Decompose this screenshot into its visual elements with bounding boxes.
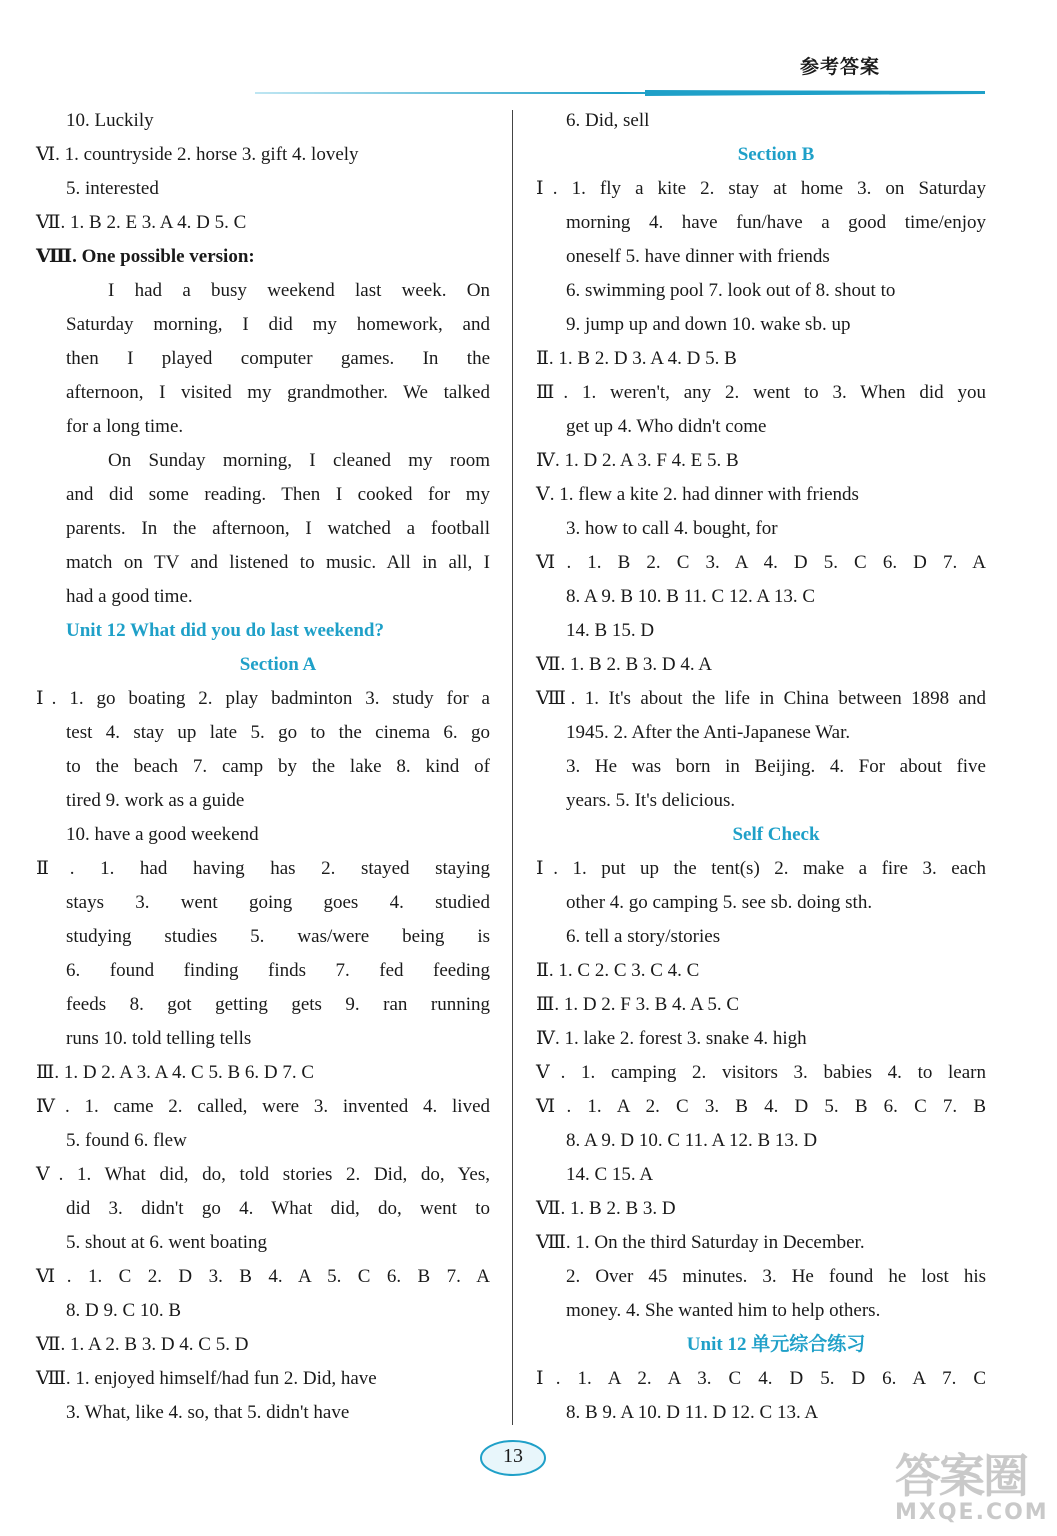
watermark-logo: [895, 1440, 1055, 1530]
answer-line: 8. A 9. D 10. C 11. A 12. B 13. D: [566, 1130, 818, 1151]
answer-line: 1945. 2. After the Anti-Japanese War.: [566, 722, 851, 743]
answer-line: On Sunday morning, I cleaned my room: [108, 450, 490, 471]
answer-line: Ⅲ. 1. D 2. A 3. A 4. C 5. B 6. D 7. C: [36, 1062, 315, 1083]
page-number-badge: [478, 1437, 548, 1479]
answer-line: Ⅵ. 1. C 2. D 3. B 4. A 5. C 6. B 7. A: [36, 1266, 490, 1287]
unit-heading: Unit 12 What did you do last weekend?: [66, 620, 384, 641]
header-title: 参考答案: [800, 56, 881, 78]
answer-line: parents. In the afternoon, I watched a football: [66, 518, 490, 539]
answer-line: Ⅲ. 1. weren't, any 2. went to 3. When did you: [536, 382, 986, 403]
section-heading: Self Check: [732, 824, 820, 845]
answer-line: get up 4. Who didn't come: [566, 416, 767, 437]
answer-line: 5. shout at 6. went boating: [66, 1232, 268, 1253]
answer-line: Ⅶ. 1. B 2. E 3. A 4. D 5. C: [36, 212, 247, 233]
answer-line: and did some reading. Then I cooked for my: [66, 484, 490, 505]
answer-line: Ⅱ. 1. had having has 2. stayed staying: [36, 858, 490, 879]
answer-line: Ⅵ. 1. A 2. C 3. B 4. D 5. B 6. C 7. B: [536, 1096, 986, 1117]
right-column: [536, 104, 986, 1430]
answer-line: stays 3. went going goes 4. studied: [66, 892, 490, 913]
answer-line: Ⅵ. 1. countryside 2. horse 3. gift 4. lovely: [36, 144, 359, 165]
answer-line: Ⅳ. 1. lake 2. forest 3. snake 4. high: [536, 1028, 807, 1049]
answer-line: 9. jump up and down 10. wake sb. up: [566, 314, 851, 335]
answer-line: to the beach 7. camp by the lake 8. kind of: [66, 756, 490, 777]
answer-line: Ⅶ. 1. B 2. B 3. D: [536, 1198, 676, 1219]
answer-line: Ⅵ. 1. B 2. C 3. A 4. D 5. C 6. D 7. A: [536, 552, 986, 573]
section-heading: Section A: [239, 654, 317, 675]
answer-line: other 4. go camping 5. see sb. doing sth.: [566, 892, 873, 913]
answer-line: 6. swimming pool 7. look out of 8. shout to: [566, 280, 896, 301]
answer-line: Ⅰ. 1. go boating 2. play badminton 3. study for a: [36, 688, 490, 709]
watermark-domain: MXQE.COM: [895, 1500, 1049, 1525]
page-number: 13: [503, 1445, 523, 1467]
answer-line: Ⅴ. 1. flew a kite 2. had dinner with friends: [536, 484, 859, 505]
answer-line: Ⅴ. 1. camping 2. visitors 3. babies 4. to learn: [536, 1062, 986, 1083]
column-divider: [512, 110, 513, 1425]
answer-line: feeds 8. got getting gets 9. ran running: [66, 994, 490, 1015]
answer-line: had a good time.: [66, 586, 193, 607]
answer-line: match on TV and listened to music. All in all, I: [66, 552, 490, 573]
header-rule: [255, 90, 985, 96]
answer-line: 6. tell a story/stories: [566, 926, 721, 947]
answer-line: 10. have a good weekend: [66, 824, 259, 845]
section-heading: Section B: [737, 144, 815, 165]
answer-line: 14. B 15. D: [566, 620, 655, 641]
answer-line: Ⅰ. 1. fly a kite 2. stay at home 3. on Saturday: [536, 178, 986, 199]
section-heading: Unit 12 单元综合练习: [686, 1334, 866, 1355]
answer-line: 5. interested: [66, 178, 159, 199]
answer-line: for a long time.: [66, 416, 184, 437]
answer-line: Ⅶ. 1. B 2. B 3. D 4. A: [536, 654, 713, 675]
answer-line: oneself 5. have dinner with friends: [566, 246, 830, 267]
answer-line: 8. B 9. A 10. D 11. D 12. C 13. A: [566, 1402, 819, 1423]
answer-line: then I played computer games. In the: [66, 348, 490, 369]
answer-line: 10. Luckily: [66, 110, 154, 131]
answer-line: runs 10. told telling tells: [66, 1028, 252, 1049]
answer-line: Ⅷ. 1. It's about the life in China between 1898 and: [536, 688, 986, 709]
answer-line: Saturday morning, I did my homework, and: [66, 314, 490, 335]
answer-line: Ⅱ. 1. C 2. C 3. C 4. C: [536, 960, 700, 981]
answer-line: 3. how to call 4. bought, for: [566, 518, 778, 539]
answer-line: 8. A 9. B 10. B 11. C 12. A 13. C: [566, 586, 815, 607]
answer-line: Ⅷ. 1. enjoyed himself/had fun 2. Did, have: [36, 1368, 377, 1389]
answer-line: I had a busy weekend last week. On: [108, 280, 490, 301]
answer-line: Ⅶ. 1. A 2. B 3. D 4. C 5. D: [36, 1334, 249, 1355]
answer-line: 14. C 15. A: [566, 1164, 654, 1185]
watermark-text: 答案圈: [895, 1449, 1027, 1503]
answer-line: did 3. didn't go 4. What did, do, went to: [66, 1198, 490, 1219]
answer-line: 8. D 9. C 10. B: [66, 1300, 182, 1321]
answer-line: 6. found finding finds 7. fed feeding: [66, 960, 490, 981]
answer-line: morning 4. have fun/have a good time/enjoy: [566, 212, 986, 233]
answer-line: 3. What, like 4. so, that 5. didn't have: [66, 1402, 350, 1423]
answer-line: 6. Did, sell: [566, 110, 650, 131]
answer-line: afternoon, I visited my grandmother. We talked: [66, 382, 490, 403]
answer-line: test 4. stay up late 5. go to the cinema 6. go: [66, 722, 490, 743]
answer-line: tired 9. work as a guide: [66, 790, 245, 811]
answer-line: studying studies 5. was/were being is: [66, 926, 490, 947]
answer-line: Ⅱ. 1. B 2. D 3. A 4. D 5. B: [536, 348, 737, 369]
answer-line: Ⅳ. 1. came 2. called, were 3. invented 4. lived: [36, 1096, 490, 1117]
answer-line: Ⅲ. 1. D 2. F 3. B 4. A 5. C: [536, 994, 740, 1015]
answer-line: money. 4. She wanted him to help others.: [566, 1300, 881, 1321]
answer-line: Ⅷ. One possible version:: [36, 246, 255, 267]
answer-line: 3. He was born in Beijing. 4. For about five: [566, 756, 986, 777]
answer-line: Ⅰ. 1. A 2. A 3. C 4. D 5. D 6. A 7. C: [536, 1368, 986, 1389]
answer-line: Ⅳ. 1. D 2. A 3. F 4. E 5. B: [536, 450, 739, 471]
answer-line: 5. found 6. flew: [66, 1130, 187, 1151]
answer-line: Ⅰ. 1. put up the tent(s) 2. make a fire 3. each: [536, 858, 986, 879]
answer-line: 2. Over 45 minutes. 3. He found he lost his: [566, 1266, 986, 1287]
left-column: [36, 104, 490, 1430]
answer-line: years. 5. It's delicious.: [566, 790, 736, 811]
answer-line: Ⅷ. 1. On the third Saturday in December.: [536, 1232, 865, 1253]
answer-line: Ⅴ. 1. What did, do, told stories 2. Did, do, Yes,: [36, 1164, 490, 1185]
